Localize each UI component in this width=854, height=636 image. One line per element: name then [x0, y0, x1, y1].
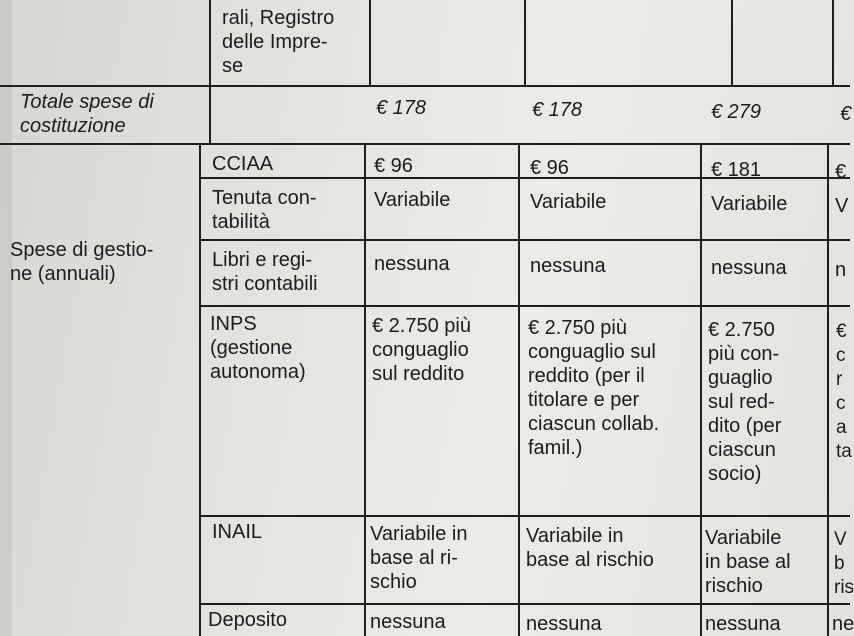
cell-value: nessuna: [370, 611, 446, 633]
column-divider: [827, 143, 829, 636]
row-divider: [200, 239, 850, 241]
row-divider: [0, 85, 850, 87]
costituzione-value: €: [840, 103, 852, 125]
cell-value: Variabile in base al rischio: [526, 525, 654, 571]
cell-value: € 96: [530, 157, 569, 179]
costituzione-label: Totale spese di costituzione: [20, 91, 154, 137]
cell-value: V: [835, 195, 849, 217]
column-divider: [524, 0, 526, 85]
row-label-tenuta: Tenuta con- tabilità: [212, 187, 317, 233]
cell-value: € 2.750 più conguaglio sul reddito: [372, 315, 471, 385]
column-divider: [209, 0, 211, 143]
cell-value: €: [835, 161, 847, 183]
costituzione-value: € 178: [376, 97, 427, 119]
cell-value: Variabile in base al ri- schio: [370, 523, 468, 593]
column-divider: [832, 0, 834, 85]
costituzione-value: € 279: [711, 101, 762, 123]
cell-value: € 2.750 più con- guaglio sul red- dito (per ciascun socio): [708, 319, 782, 485]
cell-value: nessuna: [705, 613, 781, 635]
row-label-inps: INPS (gestione autonoma): [210, 313, 306, 383]
column-divider: [369, 0, 371, 85]
row-divider: [200, 603, 850, 605]
cell-value: € c r c a ta: [836, 321, 852, 462]
cell-value: nessuna: [374, 253, 450, 275]
column-divider: [518, 143, 520, 636]
costituzione-value: € 178: [532, 99, 583, 121]
column-divider: [199, 143, 201, 636]
row-divider: [200, 305, 850, 307]
top-continuation-text: rali, Registro delle Impre- se: [222, 7, 335, 77]
cell-value: € 2.750 più conguaglio sul reddito (per il titolare e per ciascun collab. famil.): [528, 317, 660, 459]
column-divider: [364, 143, 366, 636]
column-divider: [731, 0, 733, 85]
column-divider: [700, 143, 702, 636]
cell-value: Variabile: [530, 191, 607, 213]
cell-value: € 96: [374, 155, 413, 177]
cell-value: nessuna: [526, 613, 602, 635]
row-label-deposito: Deposito: [208, 609, 287, 631]
gestione-label: Spese di gestio- ne (annuali): [10, 239, 154, 285]
cell-value: € 181: [711, 159, 762, 181]
cell-value: n: [835, 259, 847, 281]
cell-value: ne: [832, 613, 854, 635]
cell-value: Variabile: [711, 193, 788, 215]
cell-value: nessuna: [711, 257, 787, 279]
row-label-inail: INAIL: [212, 521, 263, 543]
cell-value: Variabile in base al rischio: [705, 527, 791, 597]
row-label-libri: Libri e regi- stri contabili: [212, 249, 318, 295]
cell-value: Variabile: [374, 189, 451, 211]
row-label-cciaa: CCIAA: [212, 153, 274, 175]
row-divider: [200, 515, 850, 517]
page-shadow: [0, 0, 12, 636]
cell-value: nessuna: [530, 255, 606, 277]
row-divider: [0, 143, 850, 145]
cell-value: V b ris: [834, 529, 854, 598]
